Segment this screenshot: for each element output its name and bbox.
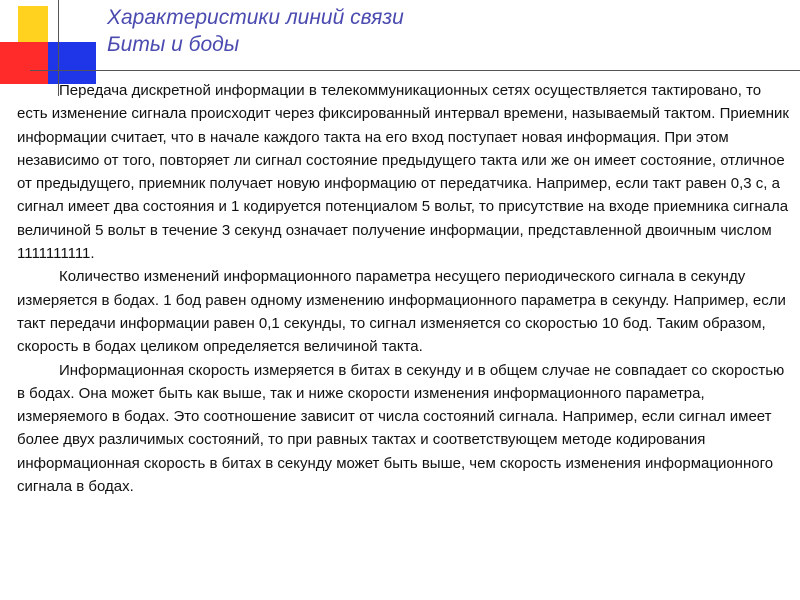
paragraph-2: Количество изменений информационного параметра несущего периодического сигнала в секунду измеряется в бодах. 1 бод равен одному изменению информационного параметра в секунду. Например, если такт передачи информации равен 0,1 секунды, то сигнал изменяется со скоростью 10 бод. Таким образом, скорость в бодах целиком определяется величиной такта. xyxy=(17,268,786,356)
blue-square xyxy=(48,42,96,84)
slide-title-line-1: Характеристики линий связи xyxy=(107,6,404,29)
horizontal-rule xyxy=(30,70,800,71)
red-square xyxy=(0,42,48,84)
slide-title-line-2: Биты и боды xyxy=(107,33,240,56)
slide-body xyxy=(17,79,793,498)
slide-title xyxy=(107,4,404,58)
paragraph-1: Передача дискретной информации в телекоммуникационных сетях осуществляется тактировано, то есть изменение сигнала происходит через фиксированный интервал времени, называемый тактом. Приемник информации считает, что в начале каждого такта на его вход поступает новая информация. При этом независимо от того, повторяет ли сигнал состояние предыдущего такта или же он имеет состояние, отличное от предыдущего, приемник получает новую информацию от передатчика. Например, если такт равен 0,3 с, а сигнал имеет два состояния и 1 кодируется потенциалом 5 вольт, то присутствие на входе приемника сигнала величиной 5 вольт в течение 3 секунд означает получение информации, представленной двоичным числом 1111111111. xyxy=(17,82,789,263)
yellow-square xyxy=(18,6,48,42)
paragraph-3: Информационная скорость измеряется в битах в секунду и в общем случае не совпадает со скоростью в бодах. Она может быть как выше, так и ниже скорости изменения информационного параметра, измеряемого в бодах. Это соотношение зависит от числа состояний сигнала. Например, если сигнал имеет более двух различимых состояний, то при равных тактах и соответствующем методе кодирования информационная скорость в битах в секунду может быть выше, чем скорость изменения информационного сигнала в бодах. xyxy=(17,361,785,496)
